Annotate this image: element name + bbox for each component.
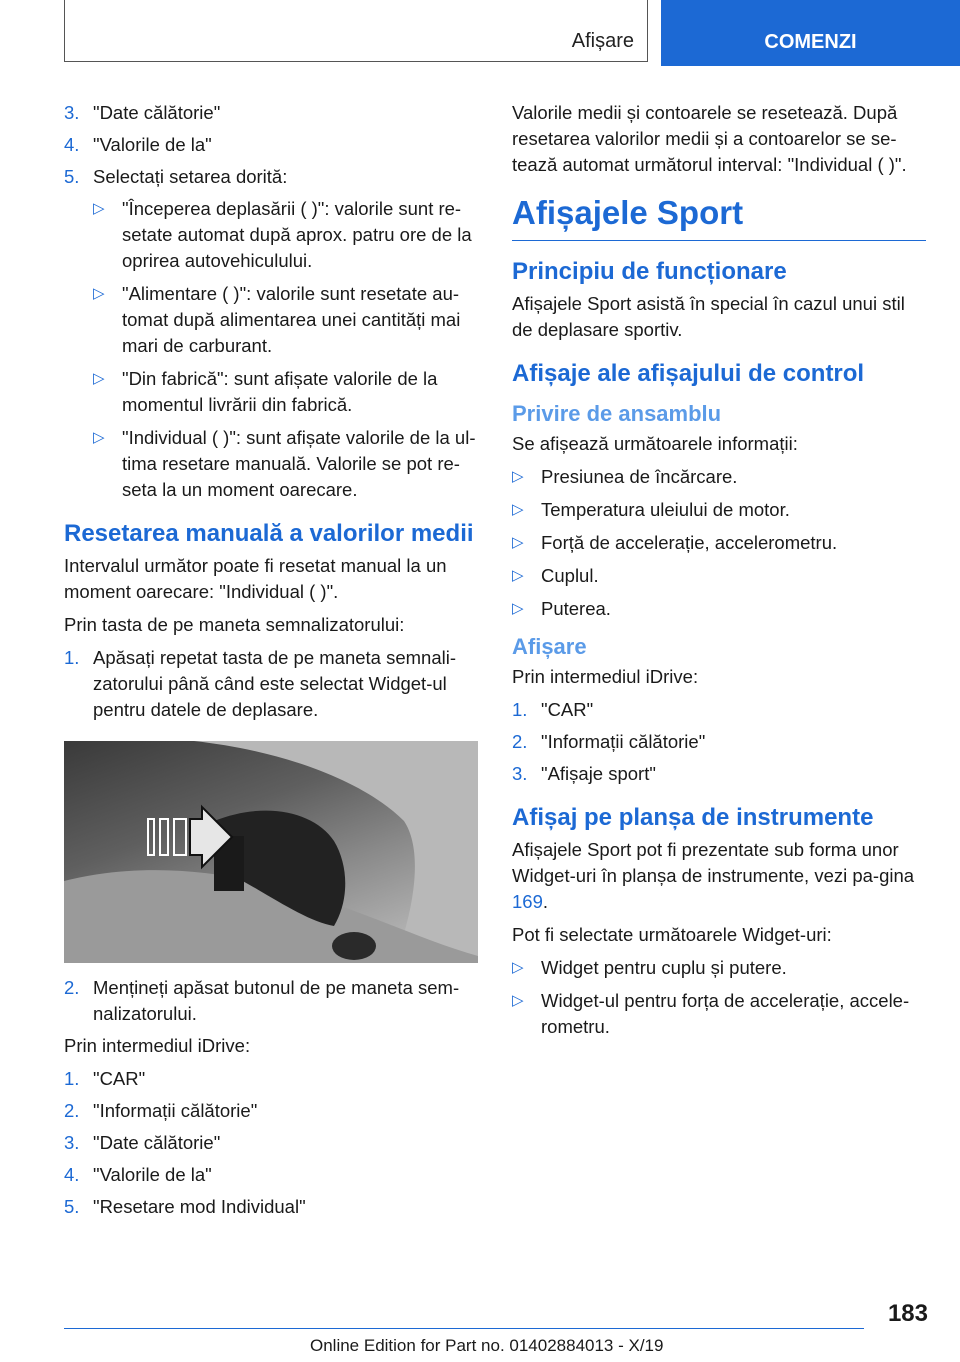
bullet-text: "Începerea deplasării ( )": valorile sunt re-setate automat după aprox. patru ore de la oprirea autovehiculului.	[122, 198, 472, 271]
list-item	[64, 1130, 478, 1156]
triangle-bullet-icon: ▷	[512, 468, 524, 485]
bullet-text: Temperatura uleiului de motor.	[541, 499, 790, 520]
bullet-text: Widget pentru cuplu și putere.	[541, 957, 787, 978]
edition-note: Online Edition for Part no. 01402884013 - X/19	[310, 1336, 664, 1355]
list-text: "Resetare mod Individual"	[93, 1196, 306, 1217]
list-number: 5.	[64, 1196, 80, 1217]
list-number: 3.	[64, 1132, 80, 1153]
list-item	[64, 1066, 478, 1092]
page-header	[0, 0, 960, 66]
heading-sport-displays: Afișajele Sport	[512, 194, 926, 241]
list-text: Selectați setarea dorită:	[93, 166, 288, 187]
list-item	[64, 975, 478, 1027]
paragraph: Prin intermediul iDrive:	[64, 1035, 251, 1056]
heading-overview: Privire de ansamblu	[512, 401, 722, 426]
bullet-text: "Individual ( )": sunt afișate valorile de la ul-tima resetare manuală. Valorile se pot re-seta la un moment oarecare.	[122, 427, 476, 500]
bullet-text: Presiunea de încărcare.	[541, 466, 738, 487]
list-item	[64, 164, 478, 190]
paragraph-with-page-ref: Afișajele Sport pot fi prezentate sub forma unor Widget-uri în planșa de instrumente, vezi pa-gina 169.	[512, 839, 915, 912]
heading-function-principle: Principiu de funcționare	[512, 258, 787, 285]
bullet-item	[93, 281, 478, 359]
triangle-bullet-icon: ▷	[512, 501, 524, 518]
triangle-bullet-icon: ▷	[512, 567, 524, 584]
header-box	[64, 0, 648, 62]
list-item	[64, 132, 478, 158]
paragraph: Pot fi selectate următoarele Widget-uri:	[512, 924, 832, 945]
list-item	[64, 1098, 478, 1124]
bullet-text: "Alimentare ( )": valorile sunt resetate au-tomat după alimentarea unei cantități mai mari de carburant.	[122, 283, 461, 356]
right-column	[512, 100, 926, 1047]
header-chapter-tab[interactable]	[661, 0, 960, 66]
lever-illustration	[64, 741, 478, 963]
paragraph: Prin tasta de pe maneta semnalizatorului:	[64, 614, 405, 635]
page-number: 183	[887, 1300, 928, 1327]
triangle-bullet-icon: ▷	[93, 429, 105, 446]
list-item	[512, 729, 926, 755]
triangle-bullet-icon: ▷	[93, 285, 105, 302]
list-item	[64, 645, 478, 723]
bullet-item	[512, 955, 926, 981]
bullet-text: Cuplul.	[541, 565, 599, 586]
list-number: 2.	[64, 1100, 80, 1121]
list-text: Apăsați repetat tasta de pe maneta semnali-zatorului până când este selectat Widget-ul pentru datele de deplasare.	[93, 647, 457, 720]
triangle-bullet-icon: ▷	[93, 200, 105, 217]
list-text: "Informații călătorie"	[541, 731, 706, 752]
triangle-bullet-icon: ▷	[93, 370, 105, 387]
list-number: 1.	[512, 699, 528, 720]
bullet-text: Widget-ul pentru forța de accelerație, accele-rometru.	[541, 990, 910, 1037]
list-text: "CAR"	[93, 1068, 146, 1089]
bullet-text: Puterea.	[541, 598, 611, 619]
paragraph: Se afișează următoarele informații:	[512, 433, 798, 454]
turn-signal-lever-image	[64, 741, 478, 963]
list-number: 1.	[64, 1068, 80, 1089]
list-item	[64, 100, 478, 126]
bullet-text: "Din fabrică": sunt afișate valorile de la momentul livrării din fabrică.	[122, 368, 438, 415]
list-text: Mențineți apăsat butonul de pe maneta sem-nalizatorului.	[93, 977, 460, 1024]
bullet-item	[512, 563, 926, 589]
paragraph: Prin intermediul iDrive:	[512, 666, 699, 687]
bullet-item	[93, 366, 478, 418]
list-number: 3.	[512, 763, 528, 784]
list-text: "Valorile de la"	[93, 134, 212, 155]
list-text: "Date călătorie"	[93, 102, 221, 123]
list-text: "CAR"	[541, 699, 594, 720]
bullet-item	[512, 464, 926, 490]
list-number: 2.	[64, 977, 80, 998]
paragraph: Valorile medii și contoarele se resetează. După resetarea valorilor medii și a contoarelor se se-tează automat următorul interval: "Individual ( )".	[512, 102, 907, 175]
bullet-item	[93, 425, 478, 503]
list-item	[512, 697, 926, 723]
list-text: "Date călătorie"	[93, 1132, 221, 1153]
list-number: 3.	[64, 102, 80, 123]
heading-reset: Resetarea manuală a valorilor medii	[64, 520, 474, 547]
list-item	[64, 1194, 478, 1220]
footer-divider	[64, 1328, 864, 1329]
list-number: 2.	[512, 731, 528, 752]
paragraph: Intervalul următor poate fi resetat manual la un moment oarecare: "Individual ( )".	[64, 555, 447, 602]
bullet-text: Forță de accelerație, accelerometru.	[541, 532, 838, 553]
bullet-item	[512, 988, 926, 1040]
triangle-bullet-icon: ▷	[512, 959, 524, 976]
list-number: 5.	[64, 166, 80, 187]
heading-control-display: Afișaje ale afișajului de control	[512, 360, 865, 387]
bullet-item	[512, 596, 926, 622]
list-item	[512, 761, 926, 787]
bullet-item	[512, 530, 926, 556]
left-column	[64, 100, 478, 1226]
heading-display: Afișare	[512, 634, 587, 659]
triangle-bullet-icon: ▷	[512, 992, 524, 1009]
header-section-title: Afișare	[571, 30, 634, 52]
triangle-bullet-icon: ▷	[512, 534, 524, 551]
list-number: 4.	[64, 1164, 80, 1185]
list-item	[64, 1162, 478, 1188]
list-number: 1.	[64, 647, 80, 668]
triangle-bullet-icon: ▷	[512, 600, 524, 617]
page-reference-link[interactable]: 169	[512, 891, 543, 912]
header-chapter-label: COMENZI	[764, 31, 857, 53]
bullet-item	[93, 196, 478, 274]
list-text: "Informații călătorie"	[93, 1100, 258, 1121]
bullet-item	[512, 497, 926, 523]
list-text: "Afișaje sport"	[541, 763, 656, 784]
list-number: 4.	[64, 134, 80, 155]
heading-instrument-cluster: Afișaj pe planșa de instrumente	[512, 804, 874, 831]
list-text: "Valorile de la"	[93, 1164, 212, 1185]
paragraph: Afișajele Sport asistă în special în cazul unui stil de deplasare sportiv.	[512, 293, 905, 340]
